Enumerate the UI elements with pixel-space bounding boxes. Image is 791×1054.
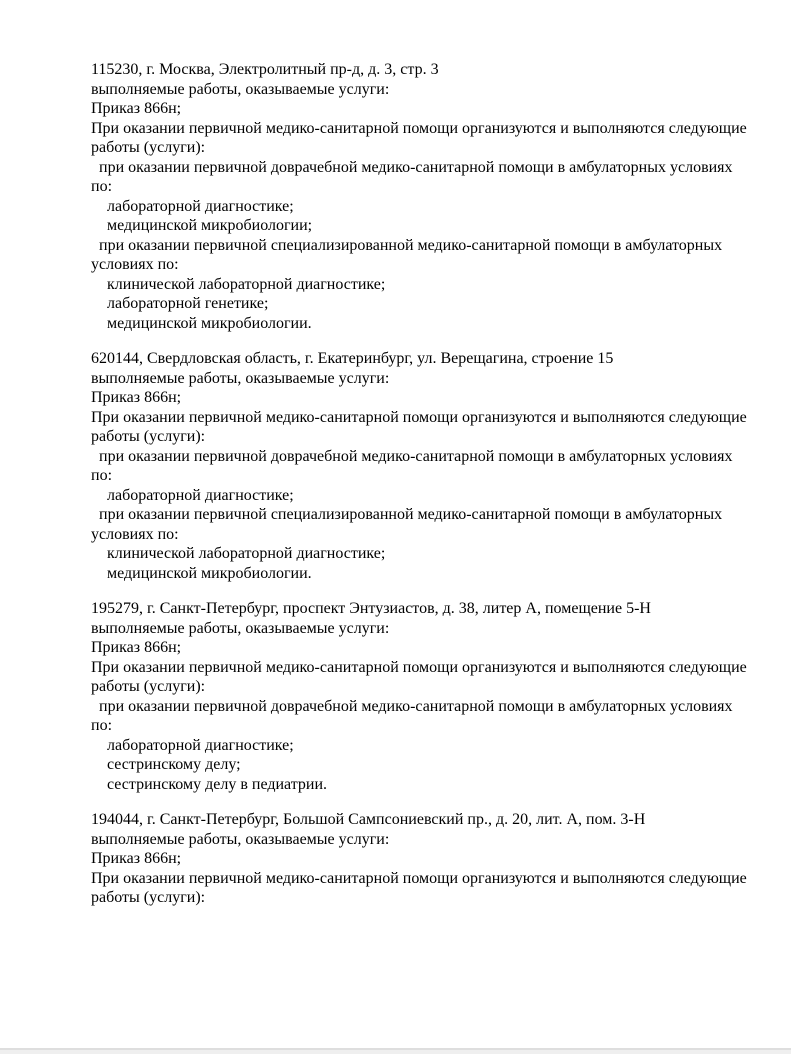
service-line: при оказании первичной специализированной медико-санитарной помощи в амбулаторных: [91, 506, 723, 523]
service-line: При оказании первичной медико-санитарной помощи организуются и выполняются следующие: [91, 119, 747, 137]
service-line: медицинской микробиологии;: [91, 217, 313, 234]
service-line: сестринскому делу в педиатрии.: [91, 775, 328, 793]
address-line: 115230, г. Москва, Электролитный пр-д, д. 3, стр. 3: [91, 61, 439, 78]
license-address-block: [91, 599, 771, 794]
service-line: Приказ 866н;: [91, 100, 182, 117]
service-line: лабораторной диагностике;: [91, 736, 294, 754]
horizontal-scrollbar[interactable]: [0, 1048, 791, 1054]
service-line: при оказании первичной специализированной медико-санитарной помощи в амбулаторных: [91, 236, 723, 254]
service-line: лабораторной диагностике;: [91, 197, 294, 215]
address-line: 194044, г. Санкт-Петербург, Большой Сампсониевский пр., д. 20, лит. А, пом. 3-Н: [91, 811, 646, 828]
service-line: медицинской микробиологии.: [91, 314, 312, 332]
service-line: выполняемые работы, оказываемые услуги:: [91, 619, 390, 637]
service-line: При оказании первичной медико-санитарной помощи организуются и выполняются следующие: [91, 408, 747, 426]
service-line: медицинской микробиологии.: [91, 564, 312, 582]
service-line: при оказании первичной доврачебной медико-санитарной помощи в амбулаторных условиях: [91, 447, 733, 465]
service-line: клинической лабораторной диагностике;: [91, 545, 386, 562]
license-address-block: [91, 60, 771, 333]
service-line: При оказании первичной медико-санитарной помощи организуются и выполняются следующие: [91, 869, 747, 887]
service-line: при оказании первичной доврачебной медико-санитарной помощи в амбулаторных условиях: [91, 697, 733, 715]
service-line: работы (услуги):: [91, 678, 206, 695]
service-line: При оказании первичной медико-санитарной помощи организуются и выполняются следующие: [91, 658, 747, 676]
service-line: по:: [91, 467, 113, 484]
service-line: выполняемые работы, оказываемые услуги:: [91, 369, 390, 387]
service-line: условиях по:: [91, 525, 179, 543]
service-line: лабораторной диагностике;: [91, 486, 294, 504]
service-line: клинической лабораторной диагностике;: [91, 275, 386, 293]
service-line: работы (услуги):: [91, 889, 206, 906]
service-line: сестринскому делу;: [91, 756, 241, 773]
service-line: Приказ 866н;: [91, 850, 182, 867]
service-line: по:: [91, 717, 113, 734]
service-line: выполняемые работы, оказываемые услуги:: [91, 830, 390, 848]
service-line: работы (услуги):: [91, 428, 206, 445]
service-line: работы (услуги):: [91, 139, 206, 156]
service-line: при оказании первичной доврачебной медико-санитарной помощи в амбулаторных условиях: [91, 158, 733, 176]
service-line: лабораторной генетике;: [91, 295, 269, 312]
service-line: по:: [91, 178, 113, 195]
service-line: условиях по:: [91, 256, 179, 273]
address-line: 620144, Свердловская область, г. Екатеринбург, ул. Верещагина, строение 15: [91, 350, 614, 367]
service-line: Приказ 866н;: [91, 389, 182, 406]
license-address-block: [91, 810, 771, 908]
service-line: выполняемые работы, оказываемые услуги:: [91, 80, 390, 98]
service-line: Приказ 866н;: [91, 639, 182, 656]
address-line: 195279, г. Санкт-Петербург, проспект Энтузиастов, д. 38, литер А, помещение 5-Н: [91, 600, 651, 617]
license-address-block: [91, 349, 771, 583]
